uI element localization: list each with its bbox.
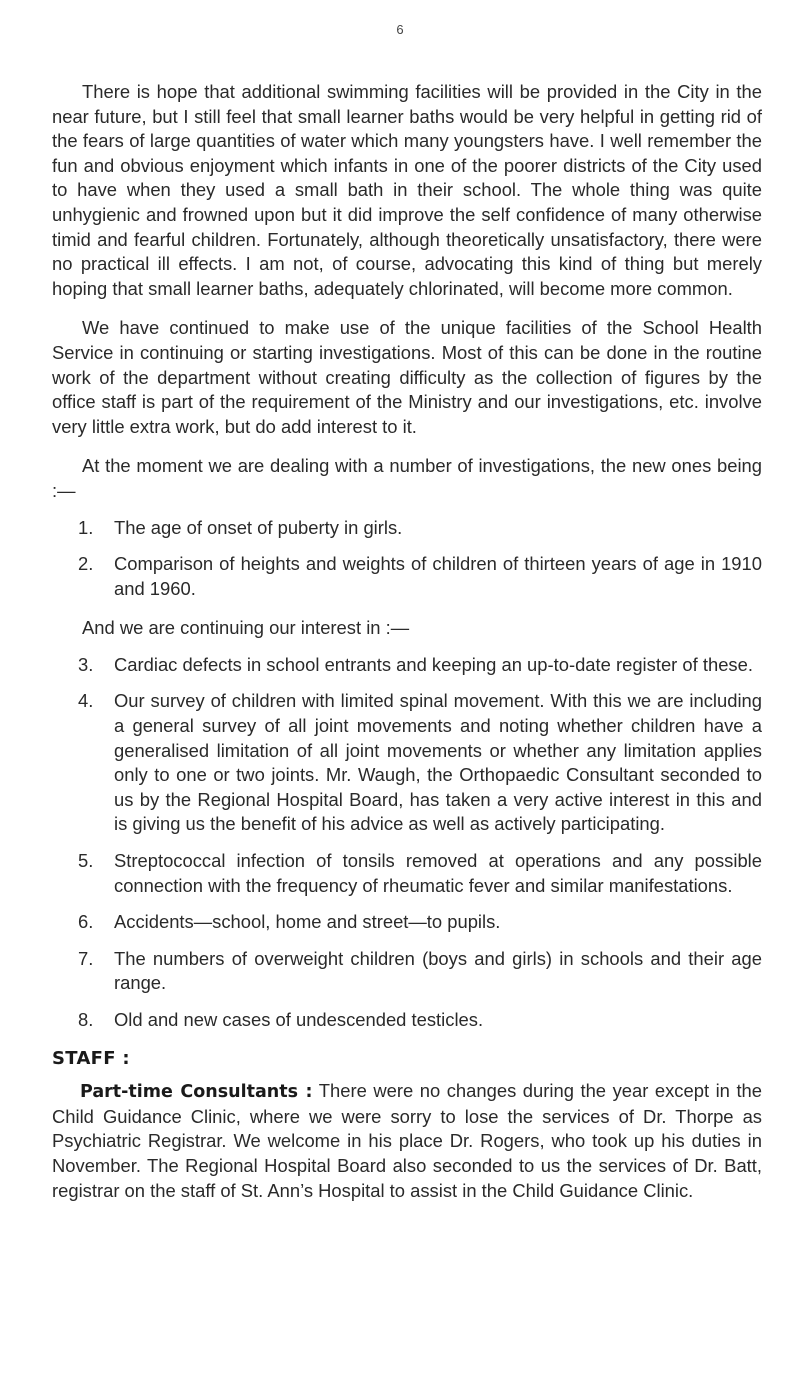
- list-item-number: 8.: [78, 1009, 94, 1030]
- paragraph-swimming: There is hope that additional swimming facilities will be provided in the City in the near future, but I still feel that small learner baths would be very helpful in getting rid of the fears of large quantities of water which many youngsters have. I well remember the fun and obvious enjoyment which infants in one of the poorer districts of the City used to have when they used a small bath in their school. The whole thing was quite unhygienic and frowned upon but it did improve the self confidence of many otherwise timid and fearful children. Fortunately, although theoretically unsatisfactory, there were no practical ill effects. I am not, of course, advocating this kind of thing but merely hoping that small learner baths, adequately chlorinated, will become more common.: [52, 81, 762, 299]
- list-item-number: 6.: [78, 911, 94, 933]
- paragraph-investigations: We have continued to make use of the unique facilities of the School Health Service in continuing or starting investigations. Most of this can be done in the routine work of the department without creating difficulty as the collection of figures by the office staff is part of the requirement of the Ministry and our investigations, etc. involve very little extra work, but do add interest to it.: [52, 317, 762, 437]
- list-item: [52, 947, 762, 996]
- list-item-number: 3.: [78, 653, 94, 675]
- list-item-number: 1.: [78, 516, 94, 538]
- list-item-number: 2.: [78, 553, 94, 575]
- list-item: [52, 516, 762, 541]
- paragraph-new-investigations-intro: At the moment we are dealing with a number of investigations, the new ones being :—: [52, 455, 762, 501]
- list-item: [52, 910, 762, 935]
- page-number: 6: [396, 22, 404, 37]
- list-item-text: Comparison of heights and weights of children of thirteen years of age in 1910 and 1960.: [114, 553, 762, 599]
- list-item-number: 7.: [78, 947, 94, 969]
- staff-text: There were no changes during the year except in the Child Guidance Clinic, where we were sorry to lose the services of Dr. Thorpe as Psychiatric Registrar. We welcome in his place Dr. Rogers, who took up his duties in November. The Regional Hospital Board also seconded to us the services of Dr. Batt, registrar on the staff of St. Ann’s Hospital to assist in the Child Guidance Clinic.: [52, 1080, 763, 1201]
- page-content: [52, 80, 762, 1203]
- list-item-text: The age of onset of puberty in girls.: [114, 516, 403, 538]
- paragraph-continuing-intro: And we are continuing our interest in :—: [82, 617, 410, 639]
- staff-lead: Part-time Consultants :: [80, 1082, 313, 1103]
- list-item: [52, 849, 762, 898]
- list-item-text: Old and new cases of undescended testicles.: [114, 1009, 484, 1030]
- list-item: [52, 552, 762, 601]
- list-item-text: Our survey of children with limited spinal movement. With this we are including a general survey of all joint movements and noting whether children have a generalised limitation of all joint movements or whether any limitation applies only to one or two joints. Mr. Waugh, the Orthopaedic Consultant seconded to us by the Regional Hospital Board, has taken a very active interest in this and is giving us the benefit of his advice as well as actively participating.: [114, 690, 762, 835]
- list-item: [52, 1008, 762, 1033]
- list-item-number: 4.: [78, 690, 94, 712]
- staff-paragraph: [52, 1079, 762, 1203]
- staff-heading: STAFF :: [52, 1047, 130, 1069]
- list-item-number: 5.: [78, 850, 94, 872]
- list-item: [52, 653, 762, 678]
- list-item-text: Streptococcal infection of tonsils removed at operations and any possible connection with the frequency of rheumatic fever and similar manifestations.: [114, 850, 762, 896]
- list-item-text: Accidents—school, home and street—to pupils.: [114, 911, 501, 933]
- list-item-text: The numbers of overweight children (boys and girls) in schools and their age range.: [114, 947, 762, 994]
- list-item: [52, 689, 762, 837]
- list-item-text: Cardiac defects in school entrants and keeping an up-to-date register of these.: [114, 653, 753, 675]
